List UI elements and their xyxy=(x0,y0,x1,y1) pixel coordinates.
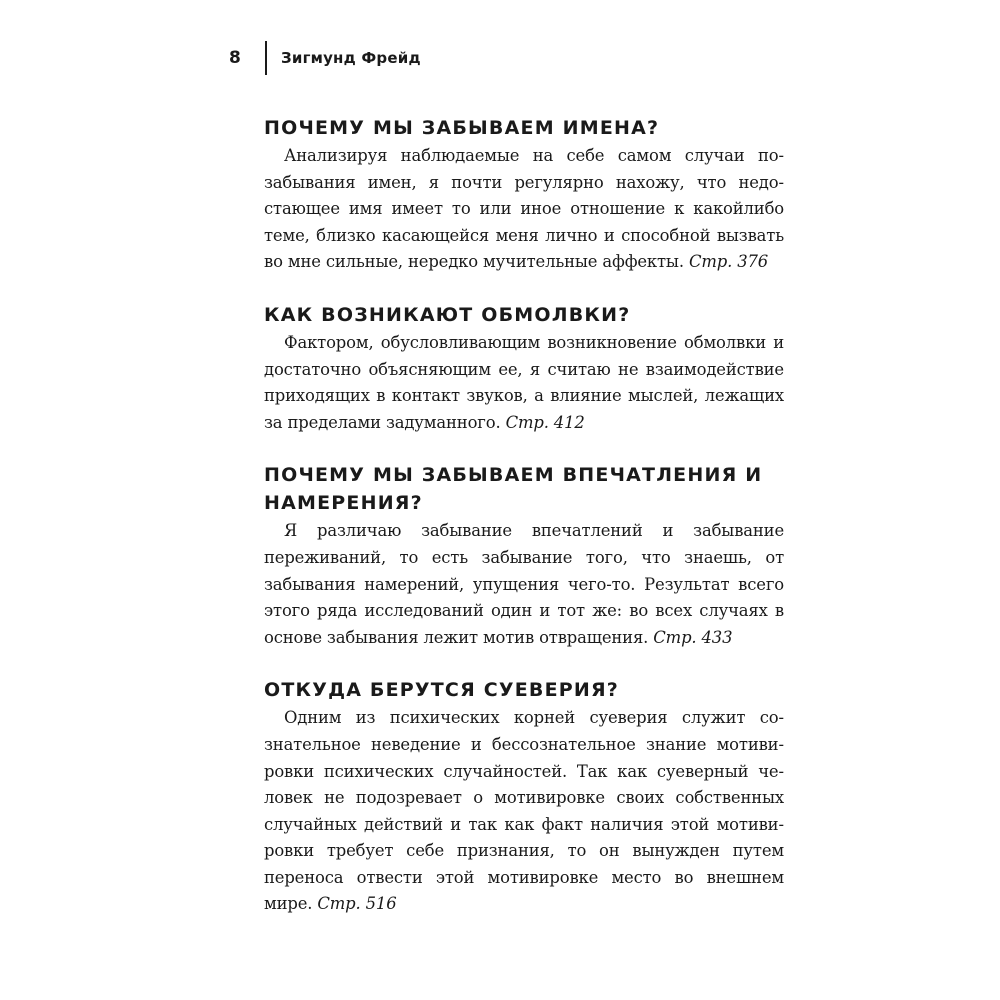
page-number: 8 xyxy=(229,48,241,68)
author-name: Зигмунд Фрейд xyxy=(281,49,421,67)
section-body: Анализируя наблюдаемые на себе самом случаи позабывания имен, я почти регулярно нахожу, что недостающее имя имеет то или иное отношение к какойлибо теме, близко касающейся меня лично и способной вызвать во мне сильные, нередко мучительные аффекты. xyxy=(264,146,784,272)
section-text xyxy=(264,518,784,651)
page-reference: Стр. 516 xyxy=(317,894,397,914)
section-forgetting-impressions xyxy=(264,461,784,651)
running-head xyxy=(229,40,421,76)
section-title: ПОЧЕМУ МЫ ЗАБЫВАЕМ ВПЕЧАТЛЕНИЯ И НАМЕРЕНИЯ? xyxy=(264,464,763,515)
section-text xyxy=(264,705,784,918)
header-divider xyxy=(265,41,267,75)
page-reference: Стр. 376 xyxy=(688,252,769,272)
section-body: Фактором, обусловливающим возникновение обмолвки и достаточно объясняющим ее, я считаю не взаимодействие приходящих в контакт звуков, а влияние мыслей, лежащих за пределами задуманного. xyxy=(264,332,784,432)
section-body: Одним из психических корней суеверия служит сознательное неведение и бессознательное знание мотивировки психических случайностей. Так как суеверный человек не подозревает о мотивировке своих собственных случайных действий и так как факт наличия этой мотивировки требует себе признания, то он вынужден путем переноса отвести этой мотивировке место во внешнем мире. xyxy=(264,708,784,914)
section-title: КАК ВОЗНИКАЮТ ОБМОЛВКИ? xyxy=(264,303,631,326)
section-title: ОТКУДА БЕРУТСЯ СУЕВЕРИЯ? xyxy=(264,679,620,702)
section-forgetting-names xyxy=(264,114,784,276)
section-slips-of-tongue xyxy=(264,301,784,436)
page-reference: Стр. 412 xyxy=(505,412,585,432)
section-superstitions xyxy=(264,676,784,918)
section-title: ПОЧЕМУ МЫ ЗАБЫВАЕМ ИМЕНА? xyxy=(264,117,660,139)
section-body: Я различаю забывание впечатлений и забывание переживаний, то есть забывание того, что знаешь, от забывания намерений, упущения чего-то. Результат всего этого ряда исследований один и тот же: во всех случаях в основе забывания лежит мотив отвращения. xyxy=(264,521,784,647)
section-text xyxy=(264,330,784,436)
page-content xyxy=(264,114,784,943)
section-text xyxy=(264,143,784,276)
page-reference: Стр. 433 xyxy=(653,627,733,647)
